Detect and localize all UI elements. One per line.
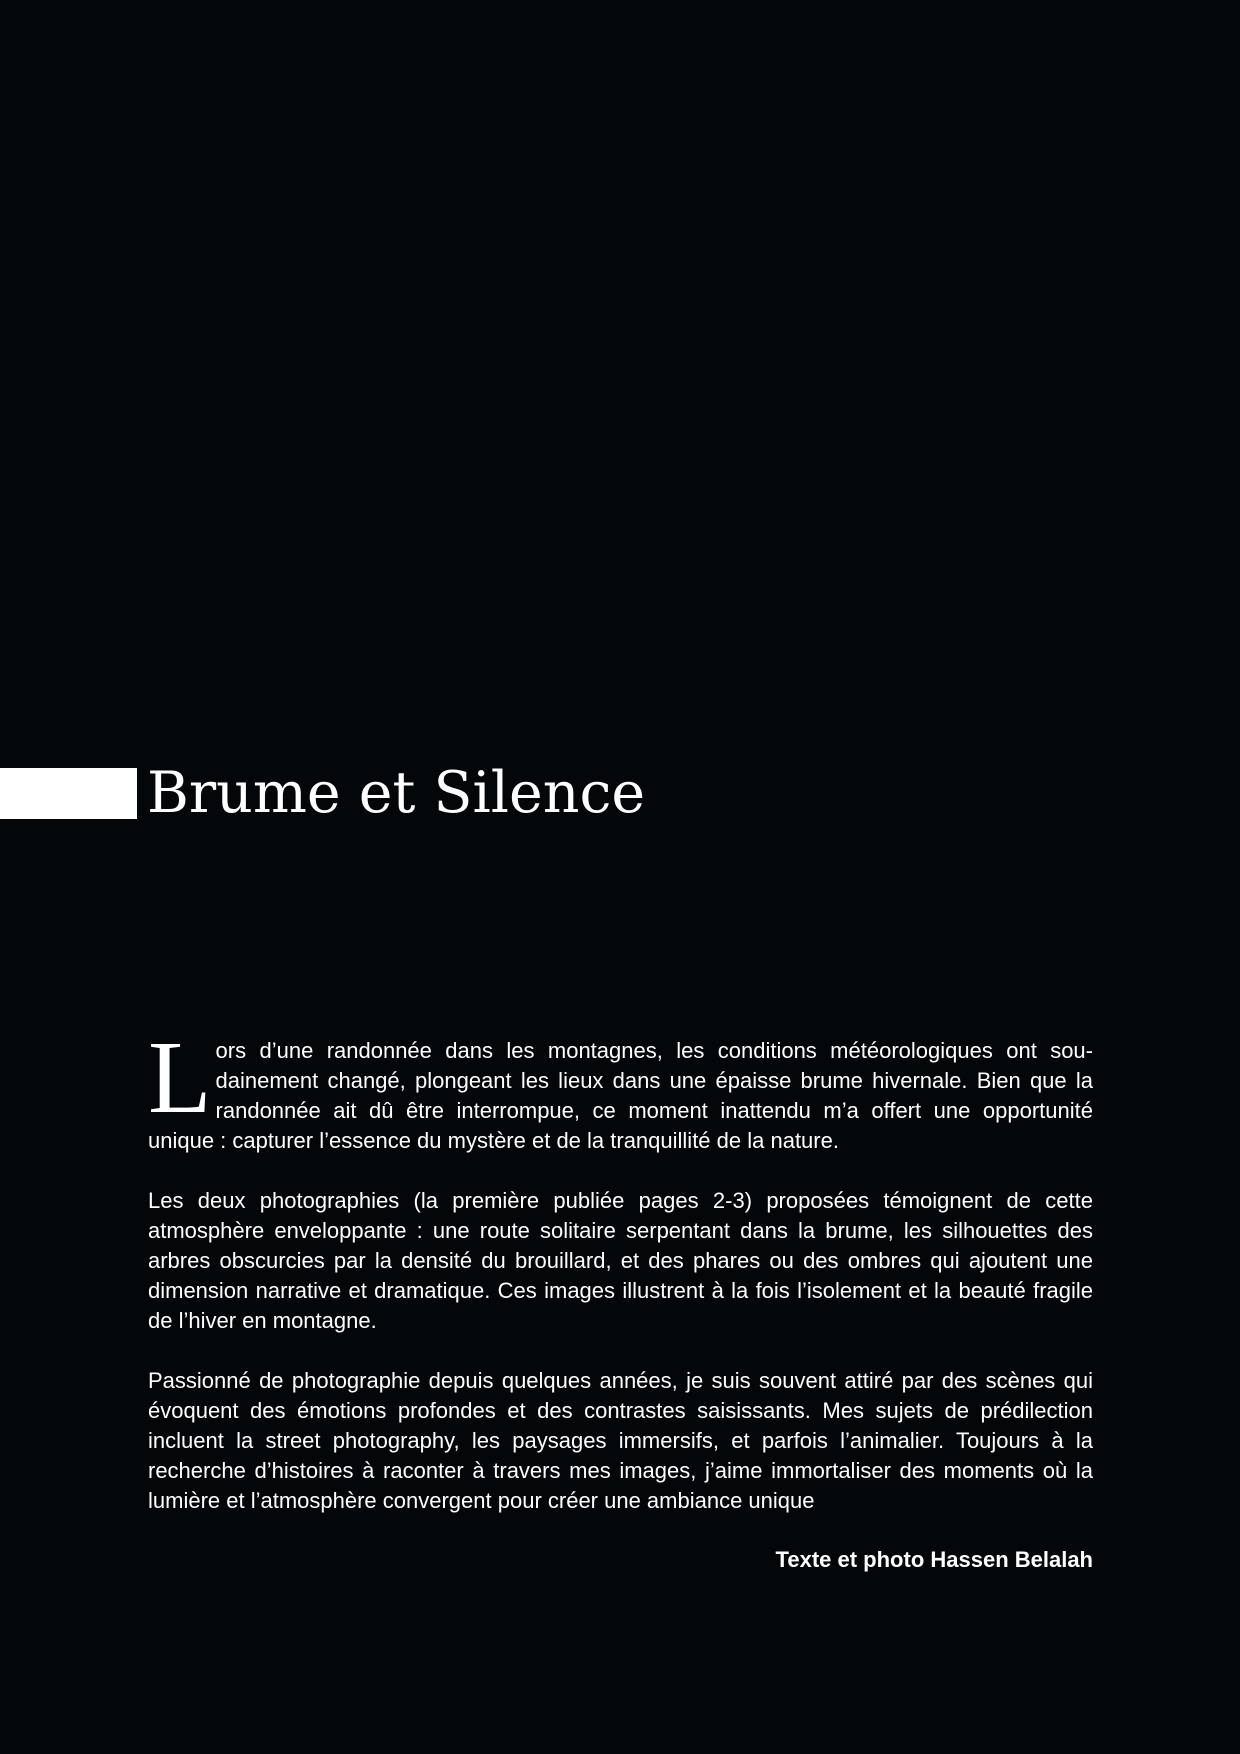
drop-cap: L [148, 1020, 212, 1135]
paragraph-intro [148, 1020, 1093, 1156]
article-body [148, 1020, 1093, 1546]
paragraph-intro-text: ors d’une randonnée dans les montagnes, les conditions météorologiques ont soudainement changé, plongeant les lieux dans une épaisse brume hivernale. Bien que la randonnée ait dû être interrompue, ce moment inattendu m’a offert une opportunité unique : capturer l’essence du mystère et de la tranquillité de la nature. [148, 1038, 1093, 1153]
paragraph-photographs: Les deux photographies (la première publiée pages 2-3) proposées témoignent de cette atmosphère enveloppante : une route solitaire serpentant dans la brume, les silhouettes des arbres obscurcies par la densité du brouillard, et des phares ou des ombres qui ajoutent une dimension narrative et dramatique. Ces images illustrent à la fois l’isolement et la beauté fragile de l’hiver en montagne. [148, 1188, 1093, 1333]
paragraph-author: Passionné de photographie depuis quelques années, je suis souvent attiré par des scènes qui évoquent des émotions profondes et des contrastes saisissants. Mes sujets de prédilection incluent la street photography, les paysages immersifs, et parfois l’animalier. Toujours à la recherche d’histoires à raconter à travers mes images, j’aime immortaliser des moments où la lumière et l’atmosphère convergent pour créer une ambiance unique [148, 1368, 1093, 1513]
page-title: Brume et Silence [147, 760, 646, 826]
photo-credit: Texte et photo Hassen Belalah [775, 1547, 1093, 1572]
title-accent-bar [0, 768, 137, 819]
